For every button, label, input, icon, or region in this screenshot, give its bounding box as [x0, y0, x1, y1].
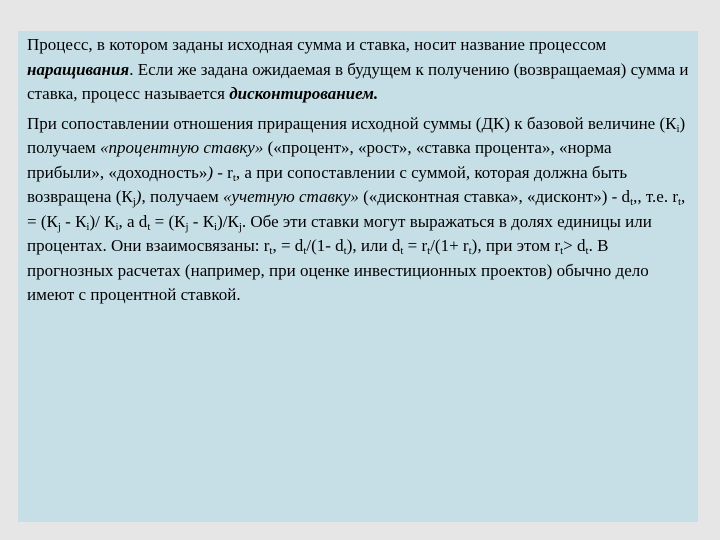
text-run: = (К	[150, 211, 186, 231]
subscript: j	[132, 196, 136, 208]
text-run: , а d	[118, 211, 148, 231]
text-run: ), при этом r	[471, 236, 561, 255]
paragraph-1	[27, 33, 692, 107]
subscript: i	[115, 220, 119, 233]
text-run: , = (К	[27, 187, 686, 231]
text-run: /(1- d	[306, 236, 344, 255]
text-run: , получаем	[141, 187, 223, 206]
text-run: > d	[563, 236, 586, 255]
subscript: t	[468, 245, 472, 257]
subscript: j	[185, 220, 189, 233]
text-run: - К	[60, 211, 87, 231]
subscript: t	[585, 245, 589, 257]
text-run: («дисконтная ставка», «дисконт») - d	[358, 187, 631, 206]
paragraph-2	[27, 112, 692, 308]
subscript: j	[238, 220, 242, 233]
text-run: ,, т.е. r	[633, 187, 678, 206]
text-run: )	[207, 162, 214, 182]
subscript: i	[86, 220, 90, 233]
subscript: t	[232, 171, 236, 184]
text-run: . Обе эти ставки могут выражаться в долях единицы или процентах. Они взаимосвязаны: r	[27, 211, 652, 255]
text-run: , а при сопоставлении с суммой, которая должна быть возвращена (К	[27, 162, 628, 206]
subscript: t	[400, 245, 404, 257]
text-run: ), или d	[346, 236, 401, 255]
text-run: , = d	[272, 236, 304, 255]
subscript: t	[343, 245, 347, 257]
text-block	[27, 33, 692, 308]
subscript: j	[57, 220, 61, 233]
text-run: )	[135, 187, 142, 206]
text-run: ) получаем	[27, 113, 686, 157]
subscript: t	[677, 196, 682, 208]
text-run: = r	[403, 236, 428, 255]
subscript: t	[303, 245, 307, 257]
text-run: . Если же задана ожидаемая в будущем к получению (возвращаемая) сумма и ставка, процесс называется	[27, 59, 689, 103]
term-discounting: дисконтированием.	[229, 84, 379, 103]
subscript: t	[630, 196, 634, 208]
text-run: При сопоставлении отношения приращения исходной суммы (ДК) к базовой величине (К	[27, 113, 677, 133]
term-accumulation: наращивания	[27, 59, 130, 79]
subscript: i	[214, 220, 218, 233]
subscript: t	[269, 245, 273, 257]
subscript: i	[676, 122, 680, 135]
text-run: Процесс, в котором заданы исходная сумма и ставка, носит название процессом	[27, 35, 607, 54]
subscript: t	[560, 245, 564, 257]
term-discount-rate: «учетную ставку»	[222, 187, 359, 206]
text-run: - r	[213, 162, 233, 182]
text-run: . В прогнозных расчетах (например, при оценке инвестиционных проектов) обычно дело имеют с процентной ставкой.	[27, 236, 649, 304]
text-run: («процент», «рост», «ставка процента», «норма прибыли», «доходность»	[27, 138, 612, 182]
term-interest-rate: «процентную ставку»	[100, 138, 264, 157]
subscript: t	[147, 220, 151, 233]
text-run: /(1+ r	[430, 236, 469, 255]
text-run: - К	[188, 211, 215, 231]
subscript: t	[427, 245, 431, 257]
text-run: )/К	[217, 211, 239, 231]
text-run: )/ К	[89, 211, 116, 231]
